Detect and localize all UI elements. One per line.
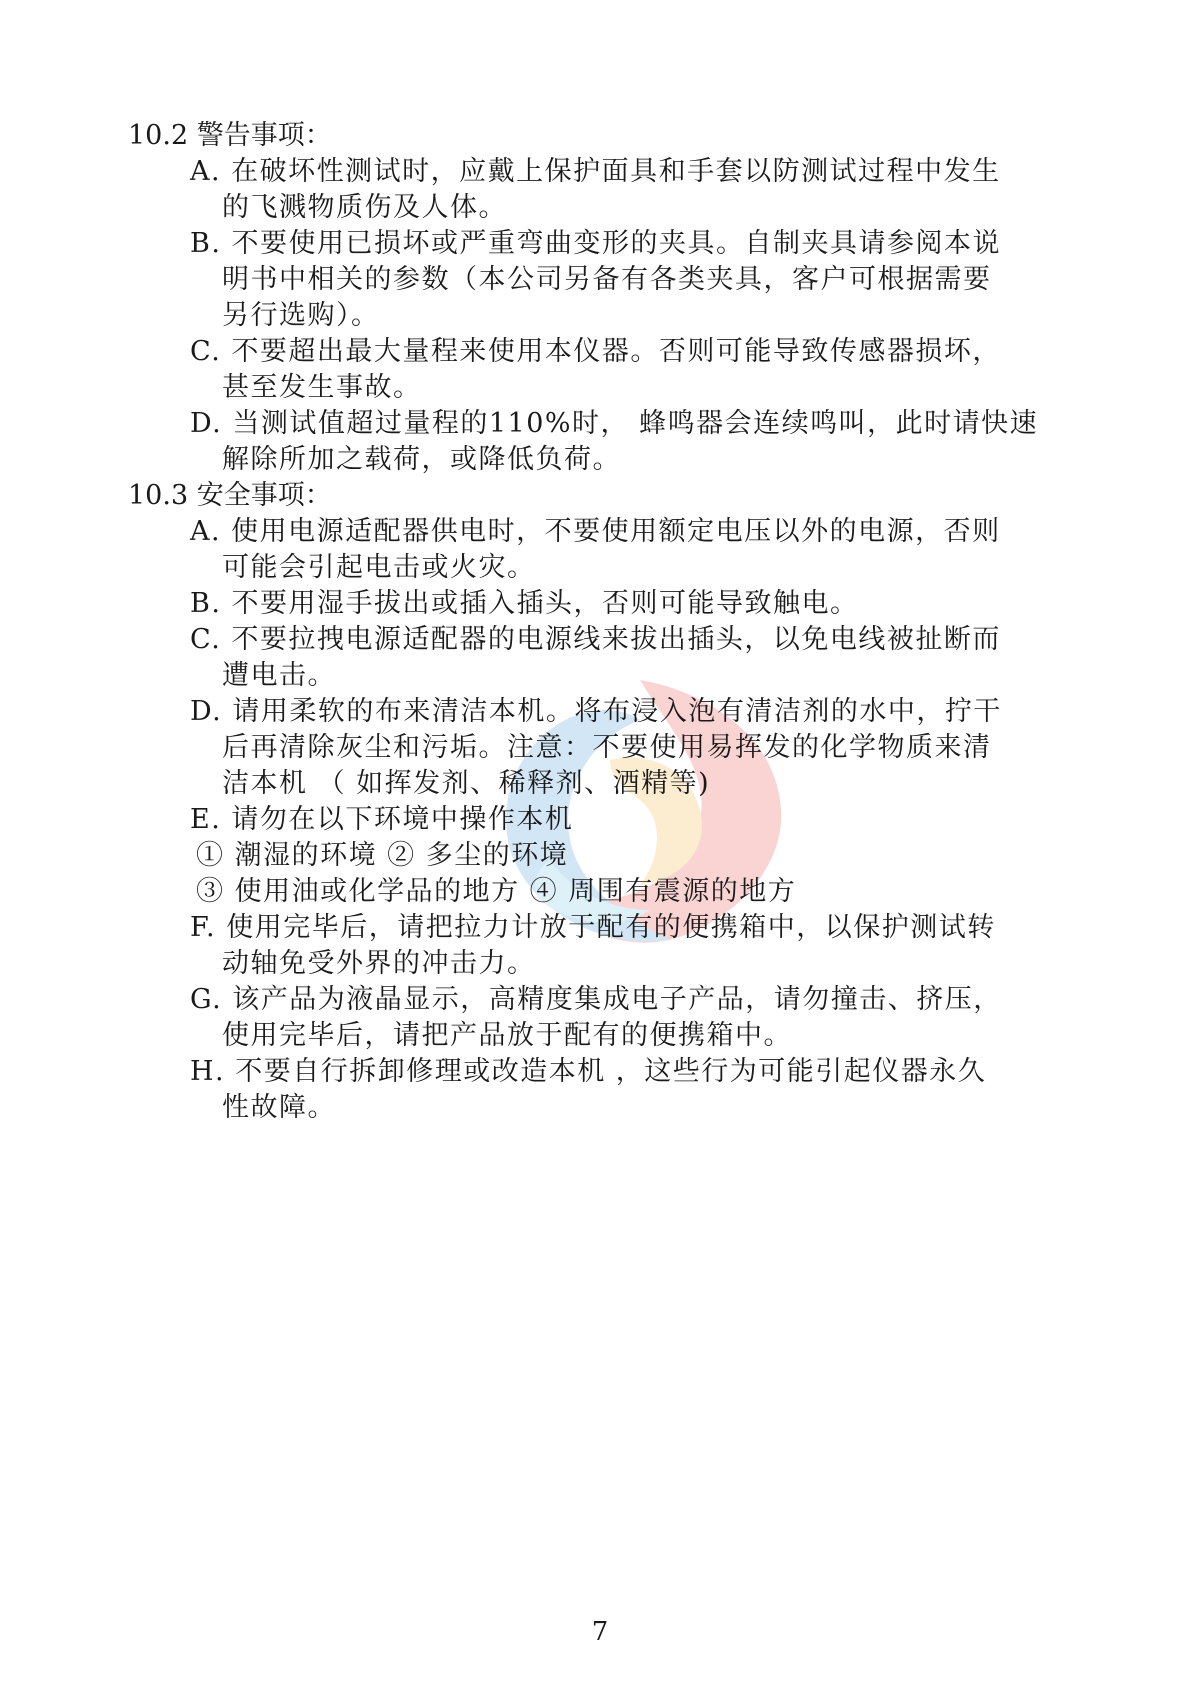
section-heading: 10.3 安全事项： — [128, 480, 332, 511]
item-line: B. 不要使用已损坏或严重弯曲变形的夹具。自制夹具请参阅本说 — [190, 228, 1002, 259]
item-line: 可能会引起电击或火灾。 — [222, 552, 536, 583]
item-line: 另行选购）。 — [222, 300, 380, 331]
item-line: 后再清除灰尘和污垢。注意：不要使用易挥发的化学物质来清 — [222, 732, 992, 763]
item-line: 使用完毕后，请把产品放于配有的便携箱中。 — [222, 1020, 792, 1051]
item-line: E. 请勿在以下环境中操作本机 — [190, 804, 574, 835]
section-heading: 10.2 警告事项： — [128, 120, 332, 151]
section-safety — [128, 478, 1088, 1126]
item-line: F. 使用完毕后，请把拉力计放于配有的便携箱中，以保护测试转 — [190, 912, 996, 943]
page-number: 7 — [591, 1617, 609, 1647]
list-item — [190, 514, 1088, 586]
item-line: 洁本机 （ 如挥发剂、稀释剂、酒精等) — [222, 768, 711, 799]
item-line: 甚至发生事故。 — [222, 372, 422, 403]
item-line: 的飞溅物质伤及人体。 — [222, 192, 507, 223]
list-item — [190, 154, 1088, 226]
list-item — [190, 910, 1088, 982]
item-line: D. 请用柔软的布来清洁本机。将布浸入泡有清洁剂的水中，拧干 — [190, 696, 1002, 727]
item-line: 遭电击。 — [222, 660, 336, 691]
sub-item-line: ① 潮湿的环境 ② 多尘的环境 — [196, 840, 569, 871]
item-line: 明书中相关的参数（本公司另备有各类夹具，客户可根据需要 — [222, 264, 992, 295]
list-item — [190, 622, 1088, 694]
section-warnings — [128, 118, 1088, 478]
item-line: H. 不要自行拆卸修理或改造本机 ，这些行为可能引起仪器永久 — [190, 1056, 987, 1087]
item-line: D. 当测试值超过量程的110%时， 蜂鸣器会连续鸣叫，此时请快速 — [190, 408, 1039, 439]
item-line: 性故障。 — [222, 1092, 336, 1123]
item-line: C. 不要超出最大量程来使用本仪器。否则可能导致传感器损坏， — [190, 336, 1001, 367]
list-item — [190, 694, 1088, 802]
list-item — [190, 406, 1088, 478]
item-line: 解除所加之载荷，或降低负荷。 — [222, 444, 621, 475]
list-item — [190, 802, 1088, 910]
list-item — [190, 1054, 1088, 1126]
document-body — [128, 118, 1088, 1126]
list-item — [190, 226, 1088, 334]
item-line: G. 该产品为液晶显示，高精度集成电子产品，请勿撞击、挤压， — [190, 984, 1002, 1015]
list-item — [190, 586, 1088, 622]
item-line: A. 在破坏性测试时，应戴上保护面具和手套以防测试过程中发生 — [190, 156, 1001, 187]
item-line: A. 使用电源适配器供电时，不要使用额定电压以外的电源，否则 — [190, 516, 1001, 547]
item-line: C. 不要拉拽电源适配器的电源线来拔出插头，以免电线被扯断而 — [190, 624, 1001, 655]
item-line: 动轴免受外界的冲击力。 — [222, 948, 536, 979]
sub-item-line: ③ 使用油或化学品的地方 ④ 周围有震源的地方 — [196, 876, 797, 907]
list-item — [190, 334, 1088, 406]
list-item — [190, 982, 1088, 1054]
item-line: B. 不要用湿手拔出或插入插头，否则可能导致触电。 — [190, 588, 859, 619]
